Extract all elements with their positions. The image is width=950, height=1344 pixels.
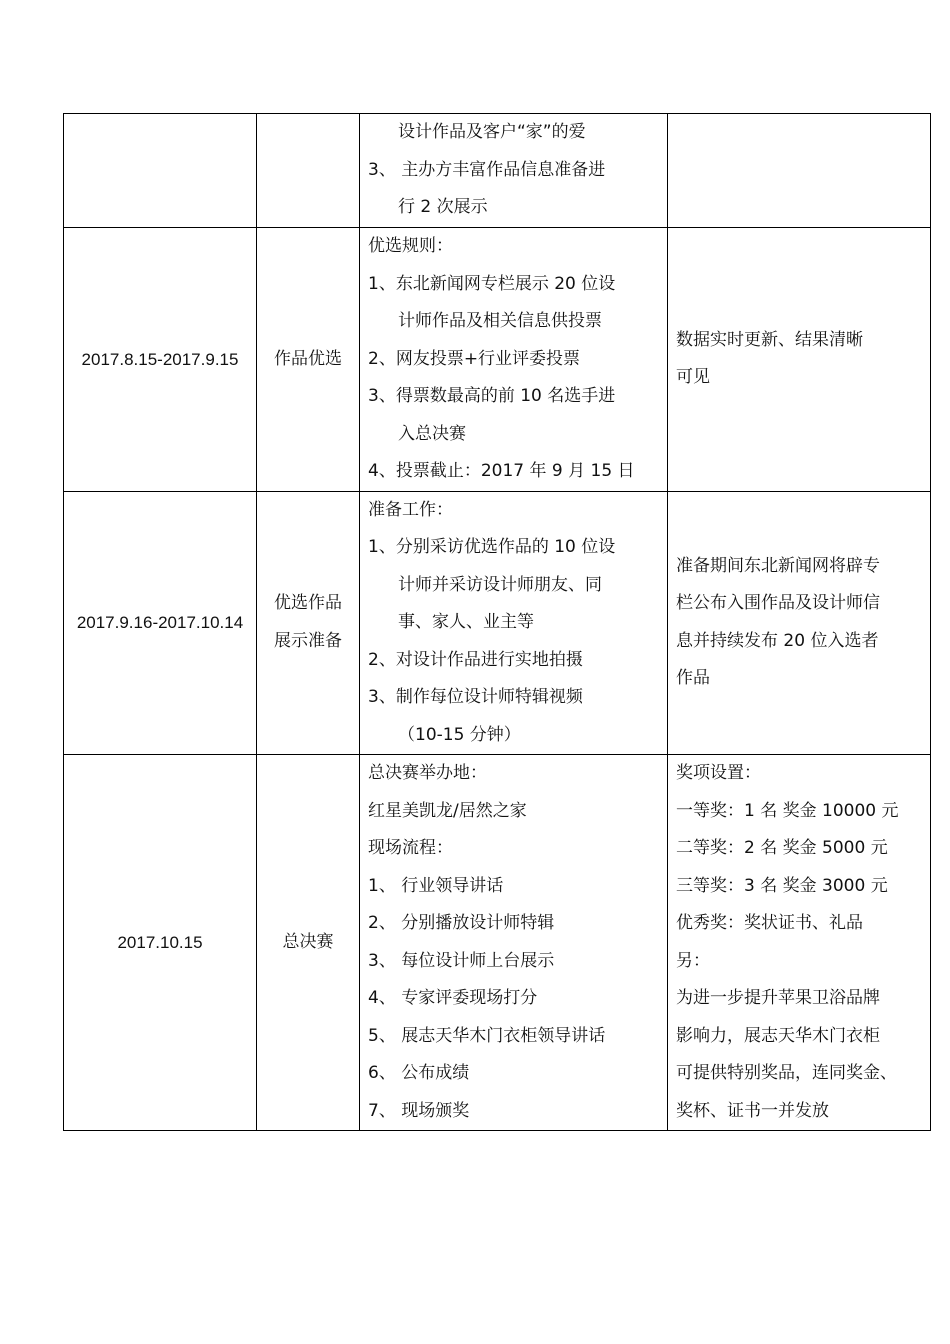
content-cell: [360, 755, 668, 1131]
stage-text: 优选作品: [274, 593, 342, 614]
content-cell: [360, 228, 668, 492]
content-line: 行 2 次展示: [398, 197, 488, 218]
table-row: [64, 228, 931, 492]
stage-cell: [257, 491, 360, 755]
date-text: 2017.9.16-2017.10.14: [76, 613, 244, 632]
note-cell: [668, 114, 931, 228]
note-line: 数据实时更新、结果清晰: [676, 329, 863, 350]
content-line: 事、家人、业主等: [398, 612, 534, 632]
content-line: 6、 公布成绩: [368, 1063, 470, 1083]
stage-text: 展示准备: [274, 630, 342, 651]
date-cell: [64, 228, 257, 492]
content-line: 3、得票数最高的前 10 名选手进: [368, 386, 616, 406]
content-line: （10-15 分钟）: [398, 724, 521, 745]
content-line: 设计作品及客户“家”的爱: [398, 122, 586, 143]
date-text: 2017.8.15-2017.9.15: [81, 349, 239, 369]
stage-cell: [257, 755, 360, 1131]
date-text: 2017.10.15: [117, 932, 203, 952]
stage-text: 总决赛: [282, 931, 334, 952]
note-line: 可提供特别奖品，连同奖金、: [676, 1063, 897, 1083]
note-line: 奖项设置：: [676, 763, 761, 783]
note-line: 影响力，展志天华木门衣柜: [676, 1025, 880, 1046]
content-line: 3、 主办方丰富作品信息准备进: [368, 159, 606, 180]
content-line: 2、对设计作品进行实地拍摄: [368, 649, 583, 670]
note-line: 为进一步提升苹果卫浴品牌: [676, 988, 880, 1008]
stage-cell: [257, 114, 360, 228]
content-line: 计师作品及相关信息供投票: [398, 311, 602, 331]
note-line: 二等奖：2 名 奖金 5000 元: [676, 838, 888, 858]
content-cell: [360, 491, 668, 755]
schedule-table: [63, 113, 931, 1131]
content-line: 1、 行业领导讲话: [368, 875, 504, 896]
content-line: 现场流程：: [368, 838, 453, 858]
note-line: 三等奖：3 名 奖金 3000 元: [676, 875, 888, 896]
content-line: 总决赛举办地：: [368, 763, 487, 783]
date-cell: [64, 491, 257, 755]
content-line: 3、 每位设计师上台展示: [368, 950, 555, 971]
table-row: [64, 114, 931, 228]
content-line: 1、东北新闻网专栏展示 20 位设: [368, 273, 616, 294]
content-line: 5、 展志天华木门衣柜领导讲话: [368, 1025, 606, 1046]
note-line: 作品: [676, 668, 710, 689]
note-line: 准备期间东北新闻网将辟专: [676, 555, 880, 576]
content-line: 准备工作：: [368, 499, 453, 520]
note-cell: [668, 491, 931, 755]
content-cell: [360, 114, 668, 228]
note-line: 一等奖：1 名 奖金 10000 元: [676, 800, 899, 821]
content-line: 4、投票截止：2017 年 9 月 15 日: [368, 461, 635, 481]
note-cell: [668, 755, 931, 1131]
note-line: 可见: [676, 367, 710, 388]
note-cell: [668, 228, 931, 492]
note-line: 奖杯、证书一并发放: [676, 1100, 829, 1121]
table-row: [64, 755, 931, 1131]
date-cell: [64, 755, 257, 1131]
content-line: 4、 专家评委现场打分: [368, 988, 538, 1008]
content-line: 7、 现场颁奖: [368, 1100, 470, 1121]
note-line: 息并持续发布 20 位入选者: [676, 630, 879, 651]
date-cell: [64, 114, 257, 228]
content-line: 优选规则：: [368, 236, 453, 256]
note-line: 另：: [676, 950, 710, 971]
stage-cell: [257, 228, 360, 492]
table-row: [64, 491, 931, 755]
stage-text: 作品优选: [274, 348, 342, 369]
content-line: 2、 分别播放设计师特辑: [368, 913, 555, 933]
content-line: 入总决赛: [398, 423, 466, 444]
content-line: 2、网友投票+行业评委投票: [368, 348, 581, 369]
note-line: 栏公布入围作品及设计师信: [676, 593, 880, 614]
note-line: 优秀奖：奖状证书、礼品: [676, 913, 863, 933]
content-line: 3、制作每位设计师特辑视频: [368, 687, 583, 707]
content-line: 红星美凯龙/居然之家: [368, 800, 527, 821]
content-line: 计师并采访设计师朋友、同: [398, 574, 602, 595]
content-line: 1、分别采访优选作品的 10 位设: [368, 537, 616, 557]
